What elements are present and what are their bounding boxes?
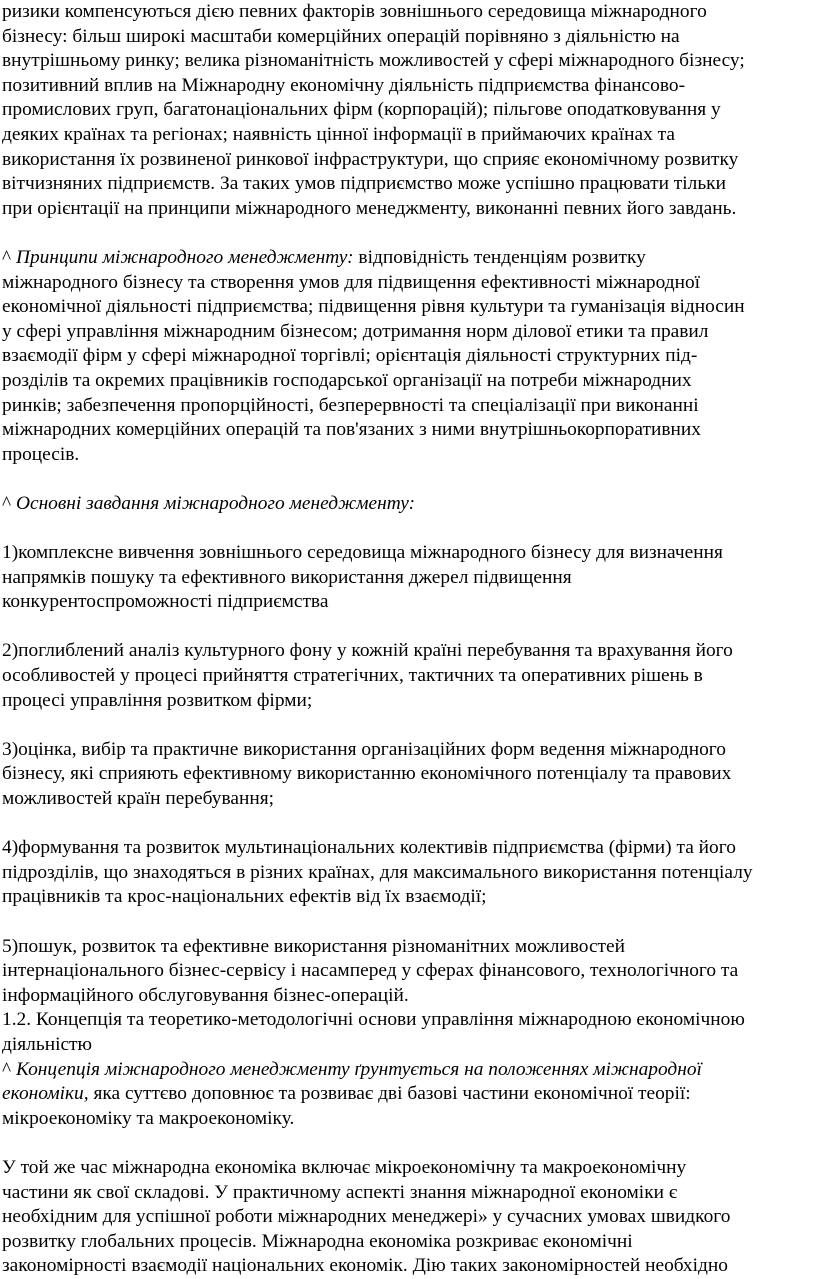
text-line: процесів. <box>2 443 80 465</box>
text-line: напрямків пошуку та ефективного використання джерел підвищення <box>2 566 572 588</box>
text-line <box>2 1082 814 1107</box>
text-line: діяльністю <box>2 1033 93 1055</box>
paragraph-concept <box>2 1058 814 1132</box>
paragraph-gap <box>2 812 814 837</box>
paragraph-gap <box>2 467 814 492</box>
paragraph-principles <box>2 246 814 467</box>
text-line: використання їх розвиненої ринкової інфраструктури, що сприяє економічному розвитку <box>2 148 739 170</box>
text-line: позитивний вплив на Міжнародну економічну діяльність підприємства фінансово- <box>2 74 686 96</box>
text-line: міжнародних комерційних операцій та пов'язаних з ними внутрішньокорпоративних <box>2 419 701 441</box>
list-item-task-2 <box>2 639 814 713</box>
text-line: ризики компенсуються дією певних факторів зовнішнього середовища міжнародного <box>2 1 707 22</box>
text-line: інтернаціонального бізнес-сервісу і насамперед у сферах фінансового, технологічного та <box>2 960 739 982</box>
paragraph-gap <box>2 1131 814 1156</box>
text-line: вітчизняних підприємств. За таких умов підприємство може успішно працювати тільки <box>2 173 726 195</box>
text-line <box>2 246 814 271</box>
paragraph-gap <box>2 713 814 738</box>
text-line: 1.2. Концепція та теоретико-методологічні основи управління міжнародною економічною <box>2 1009 745 1031</box>
text-line: внутрішньому ринку; велика різноманітність можливостей у сфері міжнародного бізнесу; <box>2 50 745 72</box>
text-line: процесі управління розвитком фірми; <box>2 689 313 711</box>
section-heading <box>2 1008 814 1057</box>
text-line: працівників та крос-національних ефектів від їх взаємодії; <box>2 886 487 908</box>
caret-marker: ^ <box>2 246 16 268</box>
text-line: 2)поглиблений аналіз культурного фону у кожній країні перебування та врахування його <box>2 640 733 662</box>
list-item-task-1 <box>2 541 814 615</box>
text-line: закономірності взаємодії національних економік. Дію таких закономірностей необхідно <box>2 1255 728 1277</box>
text-fragment: яка суттєво доповнює та розвиває дві базові частини економічної теорії: <box>88 1083 691 1105</box>
text-line: розділів та окремих працівників господарської організації на потреби міжнародних <box>2 369 692 391</box>
text-line: 4)формування та розвиток мультинаціональних колективів підприємства (фірми) та його <box>2 837 736 859</box>
text-line: частини як свої складові. У практичному аспекті знання міжнародної економіки є <box>2 1181 678 1203</box>
text-line: підрозділів, що знаходяться в різних країнах, для максимального використання потенціалу <box>2 861 753 883</box>
text-line: ринків; забезпечення пропорційності, безперервності та спеціалізації при виконанні <box>2 394 699 416</box>
text-line: конкурентоспроможності підприємства <box>2 591 329 613</box>
text-line: у сфері управління міжнародним бізнесом; дотримання норм ділової етики та правил <box>2 320 709 342</box>
text-line: 3)оцінка, вибір та практичне використання організаційних форм ведення міжнародного <box>2 738 726 760</box>
list-item-task-5 <box>2 935 814 1009</box>
list-item-task-3 <box>2 738 814 812</box>
text-line: при орієнтації на принципи міжнародного менеджменту, виконанні певних його завдань. <box>2 197 737 219</box>
text-line: економічної діяльності підприємства; підвищення рівня культури та гуманізація відносин <box>2 296 745 318</box>
paragraph-tasks-heading <box>2 492 814 517</box>
caret-marker: ^ <box>2 492 16 514</box>
concept-heading-end: економіки, <box>2 1083 89 1105</box>
text-line: можливостей країн перебування; <box>2 788 275 809</box>
text-line: інформаційного обслуговування бізнес-операцій. <box>2 984 409 1006</box>
text-line <box>2 492 814 517</box>
paragraph-gap <box>2 910 814 935</box>
text-line: промислових груп, багатонаціональних фірм (корпорацій); пільгове оподатковування у <box>2 99 721 121</box>
caret-marker: ^ <box>2 1058 16 1080</box>
paragraph-gap <box>2 516 814 541</box>
text-line: бізнесу, які сприяють ефективному використанню економічного потенціалу та правових <box>2 763 732 785</box>
paragraph-final <box>2 1156 814 1279</box>
text-line: деяких країнах та регіонах; наявність цінної інформації в приймаючих країнах та <box>2 123 675 145</box>
paragraph-gap <box>2 221 814 246</box>
text-line: розвитку глобальних процесів. Міжнародна економіка розкриває економічні <box>2 1230 633 1252</box>
paragraph-intro <box>2 0 814 221</box>
text-line: міжнародного бізнесу та створення умов для підвищення ефективності міжнародної <box>2 271 701 293</box>
text-line: 5)пошук, розвиток та ефективне використання різноманітних можливостей <box>2 935 626 957</box>
text-line: взаємодії фірм у сфері міжнародної торгівлі; орієнтація діяльності структурних під- <box>2 345 698 367</box>
tasks-heading: Основні завдання міжнародного менеджменту: <box>15 492 416 514</box>
text-line <box>2 1058 814 1083</box>
text-line: особливостей у процесі прийняття стратегічних, тактичних та оперативних рішень в <box>2 665 703 687</box>
concept-heading: Концепція міжнародного менеджменту ґрунтується на положеннях міжнародної <box>15 1058 702 1080</box>
principles-heading: Принципи міжнародного менеджменту: <box>15 246 354 268</box>
list-item-task-4 <box>2 836 814 910</box>
text-line: бізнесу: більш широкі масштаби комерційних операцій порівняно з діяльністю на <box>2 25 680 47</box>
text-line: необхідним для успішної роботи міжнародних менеджері» у сучасних умовах швидкого <box>2 1206 731 1228</box>
text-line: У той же час міжнародна економіка включає мікроекономічну та макроекономічну <box>2 1156 687 1178</box>
text-fragment: відповідність тенденціям розвитку <box>353 246 646 268</box>
paragraph-gap <box>2 615 814 640</box>
text-line: 1)комплексне вивчення зовнішнього середовища міжнародного бізнесу для визначення <box>2 542 723 564</box>
text-line: мікроекономіку та макроекономіку. <box>2 1107 295 1129</box>
